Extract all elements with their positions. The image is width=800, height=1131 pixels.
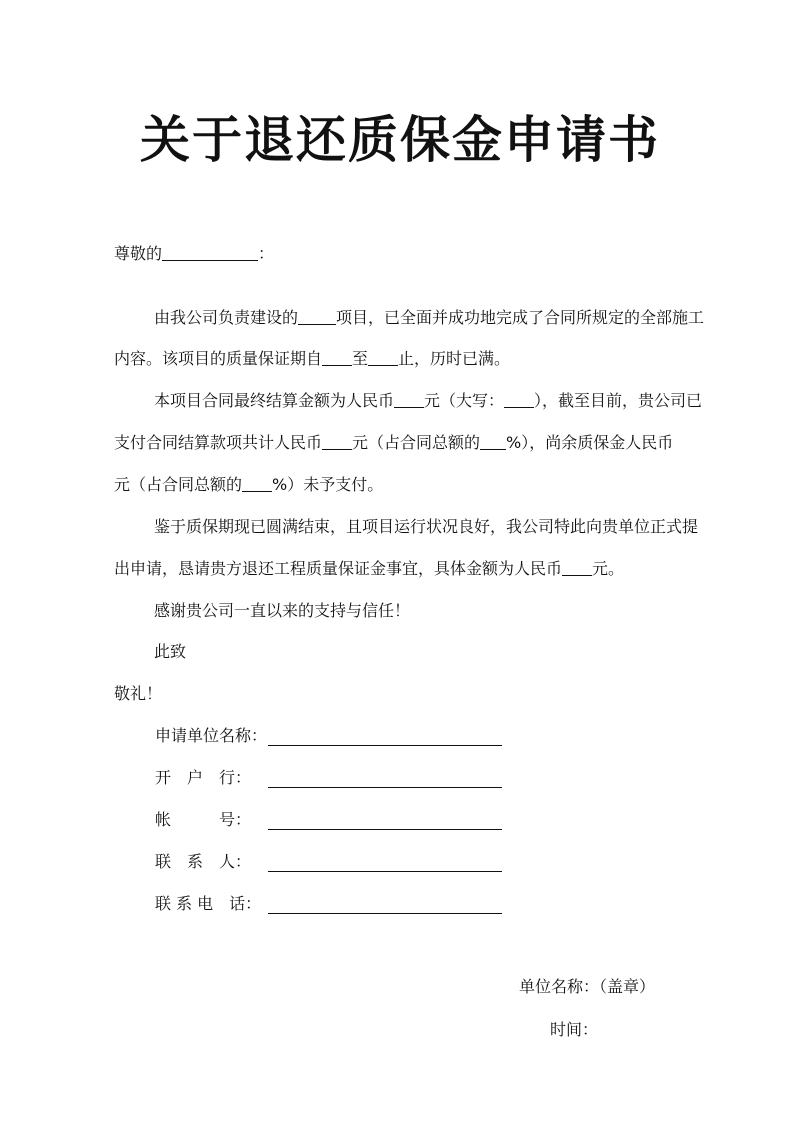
para1-text: 项目，已全面并成功地完成了合同所规定的全部施工 — [336, 308, 705, 327]
field-label: 联 系 电 话： — [155, 894, 262, 913]
para2-text: 元（占合同总额的 — [114, 475, 243, 494]
period-end-blank[interactable] — [368, 349, 398, 366]
para2-text: 元（大写： — [424, 391, 505, 410]
para2-line1 — [154, 389, 702, 413]
para1-text: 至 — [352, 349, 369, 368]
field-label: 申请单位名称： — [155, 726, 268, 745]
refund-amount-blank[interactable] — [562, 559, 592, 576]
thanks-line: 感谢贵公司一直以来的支持与信任！ — [154, 601, 411, 620]
para3-text: 元。 — [592, 559, 625, 578]
field-account — [155, 808, 265, 832]
final-amount-blank[interactable] — [394, 391, 424, 408]
field-label: 开 户 行： — [155, 768, 252, 787]
para1-text: 内容。该项目的质量保证期自 — [114, 349, 323, 368]
para1-text: 止，历时已满。 — [398, 349, 511, 368]
amount-in-words-blank[interactable] — [504, 391, 534, 408]
field-applicant-unit — [155, 724, 268, 748]
salutation-suffix: ： — [258, 244, 275, 263]
phone-input[interactable] — [268, 913, 502, 914]
field-label: 联 系 人： — [155, 852, 252, 871]
page-title: 关于退还质保金申请书 — [140, 111, 660, 169]
period-start-blank[interactable] — [322, 349, 352, 366]
field-bank — [155, 766, 265, 790]
para1-line1 — [154, 306, 704, 330]
contact-input[interactable] — [268, 871, 502, 872]
para1-line2 — [114, 347, 510, 371]
para2-text: 本项目合同最终结算金额为人民币 — [154, 391, 395, 410]
paid-amount-blank[interactable] — [322, 433, 352, 450]
para3-line2 — [114, 557, 624, 581]
closing-cizhi: 此致 — [154, 642, 187, 661]
field-contact — [155, 850, 265, 874]
para2-text: ），截至目前，贵公司已 — [534, 391, 703, 410]
para1-text: 由我公司负责建设的 — [154, 308, 299, 327]
field-phone — [155, 892, 265, 916]
para3-text: 出申请，恳请贵方退还工程质量保证金事宜，具体金额为人民币 — [114, 559, 563, 578]
para2-text: 支付合同结算款项共计人民币 — [114, 433, 323, 452]
closing-jingli: 敬礼！ — [114, 684, 163, 703]
para2-text: %）未予支付。 — [272, 475, 384, 494]
para3-line1: 鉴于质保期现已圆满结束，且项目运行状况良好，我公司特此向贵单位正式提 — [154, 517, 699, 536]
account-input[interactable] — [268, 829, 502, 830]
field-label: 帐 号： — [155, 810, 252, 829]
project-name-blank[interactable] — [298, 308, 336, 325]
paid-percent-blank[interactable] — [480, 433, 506, 450]
salutation — [114, 242, 274, 266]
bank-input[interactable] — [268, 787, 502, 788]
applicant-unit-input[interactable] — [268, 745, 502, 746]
recipient-blank[interactable] — [162, 244, 258, 261]
para2-text: 元（占合同总额的 — [352, 433, 481, 452]
signature-unit: 单位名称：（盖章） — [519, 977, 656, 996]
para2-line2 — [114, 431, 673, 455]
para2-line3 — [114, 473, 383, 497]
para2-text: %），尚余质保金人民币 — [506, 433, 674, 452]
salutation-prefix: 尊敬的 — [114, 244, 163, 263]
remaining-percent-blank[interactable] — [242, 475, 272, 492]
signature-time: 时间： — [550, 1020, 599, 1039]
